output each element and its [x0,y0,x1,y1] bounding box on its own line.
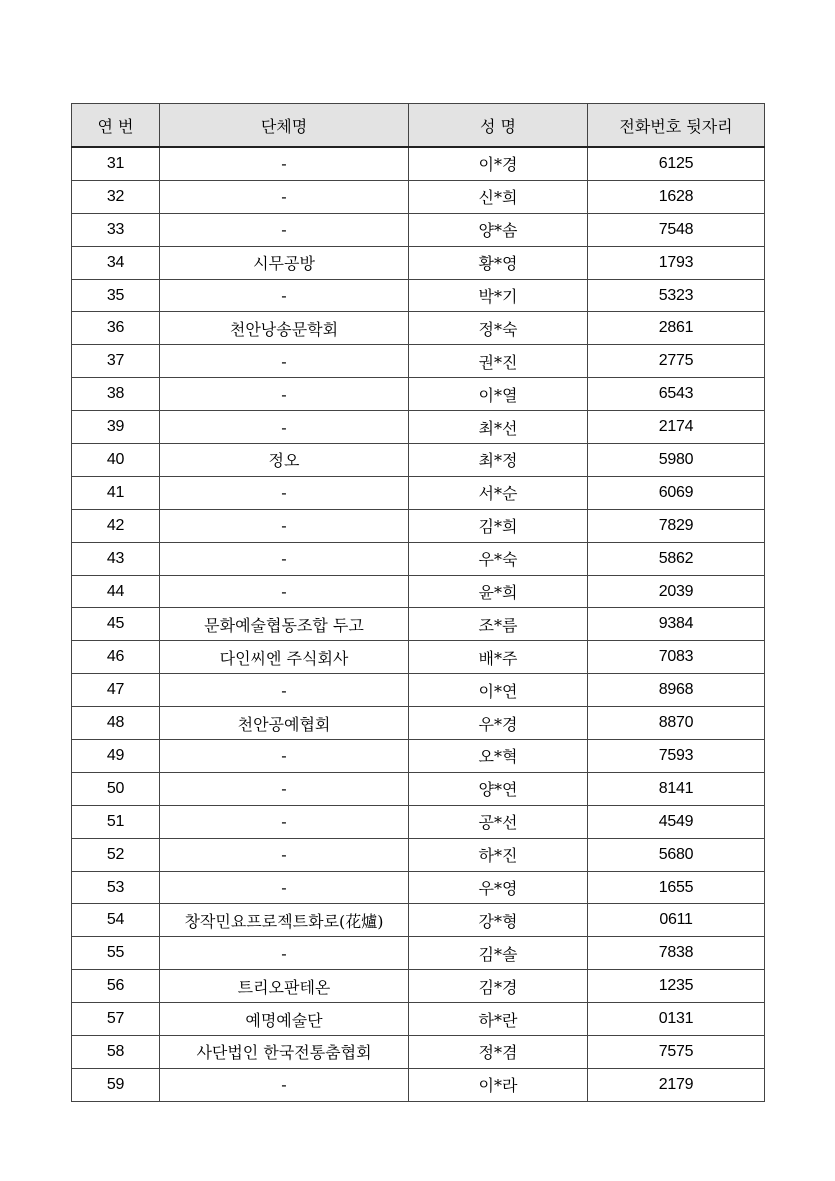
cell-index: 39 [72,411,160,444]
cell-index: 48 [72,707,160,740]
cell-index: 43 [72,542,160,575]
table-row [72,378,765,411]
cell-index: 51 [72,805,160,838]
cell-phone-last: 5680 [588,838,765,871]
table-row [72,707,765,740]
cell-index: 32 [72,180,160,213]
cell-index: 58 [72,1036,160,1069]
cell-name: 강*형 [409,904,588,937]
cell-name: 조*름 [409,608,588,641]
cell-name: 양*연 [409,772,588,805]
cell-organization: 천안낭송문학회 [160,312,409,345]
cell-name: 우*숙 [409,542,588,575]
cell-phone-last: 1793 [588,246,765,279]
table-body [72,147,765,1101]
cell-name: 배*주 [409,641,588,674]
table-row [72,279,765,312]
cell-name: 이*열 [409,378,588,411]
cell-name: 양*솜 [409,213,588,246]
cell-phone-last: 7838 [588,937,765,970]
table-row [72,970,765,1003]
cell-index: 52 [72,838,160,871]
cell-organization: 천안공예협회 [160,707,409,740]
cell-organization: - [160,674,409,707]
cell-phone-last: 7548 [588,213,765,246]
cell-name: 이*경 [409,147,588,180]
cell-phone-last: 5980 [588,444,765,477]
cell-name: 박*기 [409,279,588,312]
cell-phone-last: 6069 [588,476,765,509]
cell-index: 57 [72,1003,160,1036]
participant-table [71,103,765,1102]
header-name: 성 명 [409,104,588,148]
cell-phone-last: 2179 [588,1068,765,1101]
cell-organization: 트리오판테온 [160,970,409,1003]
cell-phone-last: 5862 [588,542,765,575]
cell-phone-last: 6125 [588,147,765,180]
cell-organization: - [160,575,409,608]
cell-name: 공*선 [409,805,588,838]
table-row [72,575,765,608]
cell-organization: - [160,542,409,575]
table-row [72,180,765,213]
cell-phone-last: 2039 [588,575,765,608]
cell-organization: - [160,740,409,773]
cell-index: 46 [72,641,160,674]
cell-name: 윤*희 [409,575,588,608]
cell-name: 최*정 [409,444,588,477]
cell-index: 41 [72,476,160,509]
cell-name: 이*연 [409,674,588,707]
table-row [72,772,765,805]
cell-name: 김*희 [409,509,588,542]
table-row [72,476,765,509]
cell-name: 최*선 [409,411,588,444]
cell-organization: - [160,772,409,805]
cell-name: 김*솔 [409,937,588,970]
cell-name: 하*진 [409,838,588,871]
cell-organization: 창작민요프로젝트화로(花爐) [160,904,409,937]
cell-name: 권*진 [409,345,588,378]
cell-name: 서*순 [409,476,588,509]
table-row [72,345,765,378]
cell-organization: 정오 [160,444,409,477]
table-row [72,871,765,904]
table-row [72,904,765,937]
cell-organization: - [160,213,409,246]
cell-name: 하*란 [409,1003,588,1036]
cell-organization: 예명예술단 [160,1003,409,1036]
cell-name: 오*혁 [409,740,588,773]
cell-index: 42 [72,509,160,542]
cell-index: 53 [72,871,160,904]
cell-phone-last: 7083 [588,641,765,674]
table-row [72,411,765,444]
header-index: 연 번 [72,104,160,148]
table-row [72,312,765,345]
header-phone-last: 전화번호 뒷자리 [588,104,765,148]
cell-organization: 다인씨엔 주식회사 [160,641,409,674]
cell-index: 33 [72,213,160,246]
cell-phone-last: 0131 [588,1003,765,1036]
cell-organization: 사단법인 한국전통춤협회 [160,1036,409,1069]
cell-organization: - [160,378,409,411]
cell-organization: - [160,279,409,312]
cell-organization: - [160,805,409,838]
cell-index: 40 [72,444,160,477]
cell-phone-last: 7829 [588,509,765,542]
cell-phone-last: 7575 [588,1036,765,1069]
table-header [72,104,765,148]
header-row [72,104,765,148]
cell-name: 이*라 [409,1068,588,1101]
header-organization: 단체명 [160,104,409,148]
cell-organization: - [160,180,409,213]
table-row [72,246,765,279]
table-row [72,1068,765,1101]
cell-organization: - [160,509,409,542]
cell-organization: - [160,345,409,378]
table-row [72,213,765,246]
cell-phone-last: 1628 [588,180,765,213]
table-row [72,674,765,707]
cell-name: 신*희 [409,180,588,213]
cell-index: 36 [72,312,160,345]
cell-organization: 시무공방 [160,246,409,279]
cell-phone-last: 8870 [588,707,765,740]
table-row [72,1036,765,1069]
cell-phone-last: 2861 [588,312,765,345]
cell-index: 56 [72,970,160,1003]
table-row [72,147,765,180]
cell-index: 34 [72,246,160,279]
cell-organization: - [160,838,409,871]
table-row [72,805,765,838]
table-row [72,542,765,575]
cell-phone-last: 6543 [588,378,765,411]
table-row [72,740,765,773]
table-row [72,608,765,641]
cell-index: 44 [72,575,160,608]
table-row [72,1003,765,1036]
cell-phone-last: 8968 [588,674,765,707]
cell-index: 59 [72,1068,160,1101]
cell-name: 정*숙 [409,312,588,345]
cell-phone-last: 0611 [588,904,765,937]
cell-phone-last: 2775 [588,345,765,378]
cell-phone-last: 5323 [588,279,765,312]
cell-index: 45 [72,608,160,641]
cell-phone-last: 9384 [588,608,765,641]
cell-index: 37 [72,345,160,378]
cell-organization: - [160,476,409,509]
cell-name: 우*경 [409,707,588,740]
table-row [72,444,765,477]
cell-index: 31 [72,147,160,180]
cell-organization: - [160,937,409,970]
cell-name: 우*영 [409,871,588,904]
cell-index: 47 [72,674,160,707]
cell-phone-last: 1235 [588,970,765,1003]
cell-index: 49 [72,740,160,773]
cell-index: 35 [72,279,160,312]
cell-phone-last: 4549 [588,805,765,838]
cell-organization: - [160,1068,409,1101]
cell-organization: - [160,147,409,180]
cell-index: 54 [72,904,160,937]
cell-phone-last: 2174 [588,411,765,444]
cell-organization: - [160,411,409,444]
table-row [72,641,765,674]
cell-name: 김*경 [409,970,588,1003]
cell-index: 38 [72,378,160,411]
cell-index: 55 [72,937,160,970]
cell-index: 50 [72,772,160,805]
cell-phone-last: 8141 [588,772,765,805]
cell-name: 정*겸 [409,1036,588,1069]
table-row [72,509,765,542]
cell-organization: 문화예술협동조합 두고 [160,608,409,641]
cell-name: 황*영 [409,246,588,279]
cell-phone-last: 7593 [588,740,765,773]
cell-phone-last: 1655 [588,871,765,904]
table-row [72,937,765,970]
table-row [72,838,765,871]
cell-organization: - [160,871,409,904]
